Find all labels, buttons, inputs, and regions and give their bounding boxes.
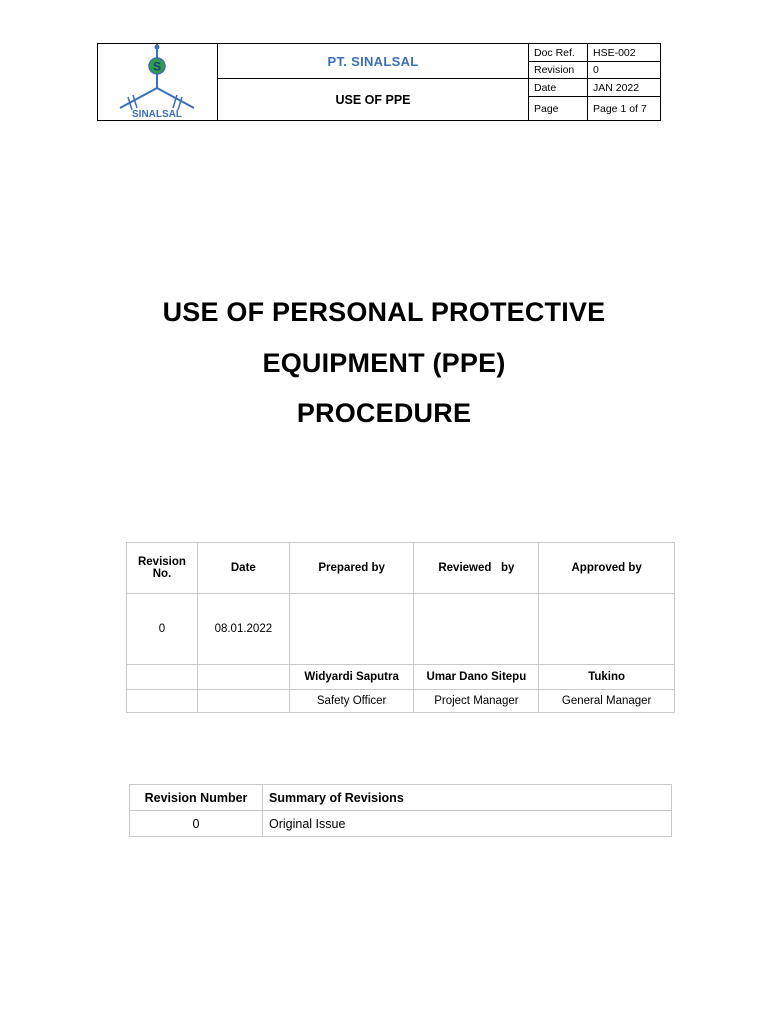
reviewed-by-position: Project Manager <box>414 690 539 713</box>
prepared-signature-cell <box>289 594 414 665</box>
approved-by-position: General Manager <box>539 690 675 713</box>
empty-cell <box>127 690 198 713</box>
empty-cell <box>197 665 289 690</box>
logo-cell <box>98 44 218 120</box>
header-summary: Summary of Revisions <box>263 785 672 811</box>
company-name: PT. SINALSAL <box>218 44 529 79</box>
revision-summary-table <box>129 784 672 837</box>
document-meta <box>529 44 660 120</box>
document-header <box>97 43 661 121</box>
meta-label: Doc Ref. <box>529 44 588 61</box>
title-line-3: PROCEDURE <box>296 398 472 428</box>
meta-label: Page <box>529 97 588 120</box>
header-revision-number: Revision Number <box>130 785 263 811</box>
meta-value: HSE-002 <box>593 46 636 59</box>
header-reviewed-by: Reviewed by <box>414 543 539 594</box>
svg-text:S: S <box>152 59 162 74</box>
doc-short-title: USE OF PPE <box>218 79 529 120</box>
title-line-1: USE OF PERSONAL PROTECTIVE <box>162 297 606 327</box>
title-line-2: EQUIPMENT (PPE) <box>262 348 506 378</box>
prepared-by-position: Safety Officer <box>289 690 414 713</box>
meta-label: Revision <box>529 62 588 78</box>
header-revision-no: Revision No. <box>127 543 198 594</box>
prepared-by-name: Widyardi Saputra <box>289 665 414 690</box>
meta-value: Page 1 of 7 <box>593 102 647 115</box>
reviewed-signature-cell <box>414 594 539 665</box>
revision-summary-header <box>130 785 672 811</box>
meta-row-page <box>529 97 660 120</box>
empty-cell <box>197 690 289 713</box>
meta-value: JAN 2022 <box>593 81 640 94</box>
approval-table <box>126 542 675 713</box>
positions-row <box>127 690 675 713</box>
sinalsal-logo <box>98 44 217 120</box>
revision-no-value: 0 <box>127 594 198 665</box>
empty-cell <box>127 665 198 690</box>
meta-label: Date <box>529 79 588 96</box>
logo-text: SINALSAL <box>132 109 182 120</box>
meta-row-doc-ref <box>529 44 660 62</box>
reviewed-by-name: Umar Dano Sitepu <box>414 665 539 690</box>
header-prepared-by: Prepared by <box>289 543 414 594</box>
meta-row-date <box>529 79 660 97</box>
names-row <box>127 665 675 690</box>
table-row <box>130 811 672 837</box>
header-approved-by: Approved by <box>539 543 675 594</box>
revision-summary-value: Original Issue <box>263 811 672 837</box>
date-value: 08.01.2022 <box>197 594 289 665</box>
approved-by-name: Tukino <box>539 665 675 690</box>
approval-header-row <box>127 543 675 594</box>
approved-signature-cell <box>539 594 675 665</box>
meta-value: 0 <box>593 64 599 76</box>
signature-row <box>127 594 675 665</box>
header-date: Date <box>197 543 289 594</box>
meta-row-revision <box>529 62 660 79</box>
revision-number-value: 0 <box>130 811 263 837</box>
